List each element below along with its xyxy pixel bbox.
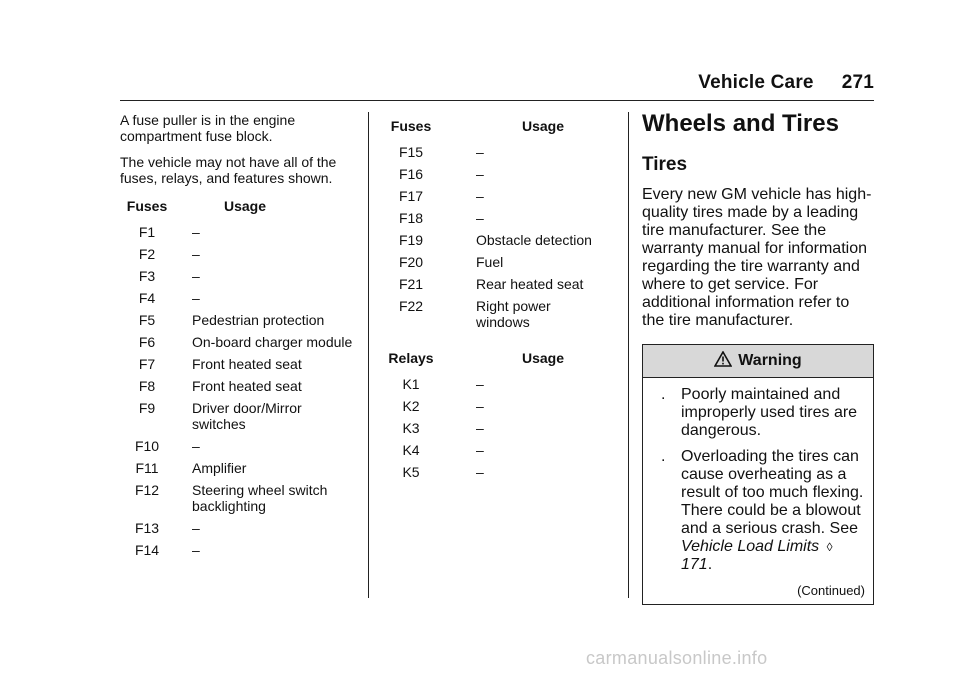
column-divider-1: [368, 112, 369, 598]
fuse-usage: Driver door/Mirror switches: [192, 400, 302, 432]
intro-paragraph-1: A fuse puller is in the engine compartment fuse block.: [120, 112, 296, 144]
table-row: [120, 224, 356, 240]
tires-paragraph: Every new GM vehicle has high-quality tires made by a leading tire manufacturer. See the warranty manual for information regarding the tire warranty and where to get service. For additional information refer to the tire manufacturer.: [642, 186, 872, 329]
fuse-usage: Front heated seat: [192, 378, 302, 394]
section-heading: Wheels and Tires: [642, 110, 839, 137]
fuse-usage: –: [192, 520, 200, 536]
warning-item-body: Overloading the tires can cause overheating as a result of too much flexing. There could be a blowout and a serious crash. See: [681, 448, 864, 537]
fuse-table-2: [378, 118, 608, 480]
table-row: [120, 400, 356, 432]
fuse-code: F7: [138, 356, 156, 372]
subsection-heading: Tires: [642, 154, 688, 175]
fuse-code: K1: [402, 376, 420, 392]
fuse-column-2: [378, 118, 608, 486]
fuse-code: F6: [138, 334, 156, 350]
section-title: Vehicle Care: [698, 72, 814, 93]
watermark: carmanualsonline.info: [586, 648, 768, 668]
fuse-code: K3: [402, 420, 420, 436]
fuse-code: K2: [402, 398, 420, 414]
table-row: [378, 188, 608, 204]
table-row: [120, 482, 356, 514]
table-row: [120, 312, 356, 328]
fuse-code: F20: [398, 254, 424, 270]
fuse-usage: Right power windows: [476, 298, 551, 330]
table-row: [120, 356, 356, 372]
warning-box: [642, 344, 874, 605]
fuse-usage: Fuel: [476, 254, 504, 270]
header-title: [698, 72, 874, 94]
table-row: [378, 398, 608, 414]
page-number: 271: [841, 72, 874, 93]
fuse-code: F19: [398, 232, 424, 248]
fuse-table-header: [120, 198, 356, 214]
warning-header: [643, 345, 873, 378]
fuse-code: F22: [398, 298, 424, 314]
table-row: [378, 464, 608, 480]
fuse-code: F2: [138, 246, 156, 262]
fuse-usage: On-board charger module: [192, 334, 353, 350]
table-row: [378, 232, 608, 248]
table-row: [120, 438, 356, 454]
fuse-code: K4: [402, 442, 420, 458]
vehicle-load-limits-link[interactable]: Vehicle Load Limits: [681, 538, 820, 555]
table-row: [120, 460, 356, 476]
fuse-usage: –: [192, 290, 200, 306]
fuse-usage: –: [476, 376, 484, 392]
fuse-code: F21: [398, 276, 424, 292]
fuse-code: K5: [402, 464, 420, 480]
fuse-code: F8: [138, 378, 156, 394]
continued-note: (Continued): [797, 583, 865, 598]
relay-table-header: [378, 350, 608, 366]
fuse-column-1: [120, 112, 356, 564]
table-row: [378, 254, 608, 270]
fuse-usage: –: [476, 398, 484, 414]
table-row: [378, 420, 608, 436]
table-row: [120, 378, 356, 394]
fuse-usage: –: [192, 224, 200, 240]
page-header: [120, 72, 874, 101]
fuse-usage: –: [476, 144, 484, 160]
warning-item-text: Poorly maintained and improperly used tires are dangerous.: [681, 386, 858, 439]
relays-header: Relays: [388, 350, 434, 366]
fuse-usage: Obstacle detection: [476, 232, 592, 248]
fuse-usage: Rear heated seat: [476, 276, 584, 292]
sentence-end: .: [707, 556, 713, 573]
fuse-usage: Pedestrian protection: [192, 312, 325, 328]
table-row: [378, 210, 608, 226]
fuse-code: F5: [138, 312, 156, 328]
fuse-code: F3: [138, 268, 156, 284]
usage-header: Usage: [522, 350, 565, 366]
fuse-usage: –: [476, 210, 484, 226]
fuse-usage: –: [476, 188, 484, 204]
fuse-code: F18: [398, 210, 424, 226]
page-reference-arrow: ◊: [826, 540, 833, 554]
table-row: [378, 166, 608, 182]
fuse-table-header: [378, 118, 608, 134]
fuse-table-1: [120, 198, 356, 558]
warning-title: Warning: [738, 352, 802, 369]
fuses-header: Fuses: [126, 198, 168, 214]
intro-paragraph-2: The vehicle may not have all of the fuses, relays, and features shown.: [120, 154, 337, 186]
fuse-usage: –: [476, 166, 484, 182]
table-row: [120, 334, 356, 350]
table-row: [120, 520, 356, 536]
warning-body: [643, 378, 873, 604]
table-row: [120, 542, 356, 558]
fuse-usage: –: [192, 438, 200, 454]
fuse-usage: –: [476, 442, 484, 458]
table-row: [120, 268, 356, 284]
fuse-usage: Steering wheel switch backlighting: [192, 482, 328, 514]
fuse-code: F14: [134, 542, 160, 558]
table-row: [378, 376, 608, 392]
table-row: [378, 276, 608, 292]
fuse-code: F16: [398, 166, 424, 182]
table-row: [378, 144, 608, 160]
table-row: [378, 442, 608, 458]
usage-header: Usage: [224, 198, 267, 214]
bullet: .: [661, 448, 666, 465]
fuse-usage: Amplifier: [192, 460, 247, 476]
fuse-usage: –: [192, 246, 200, 262]
table-row: [378, 298, 608, 330]
page-reference-number[interactable]: 171: [681, 556, 708, 573]
fuse-usage: Front heated seat: [192, 356, 302, 372]
table-row: [120, 246, 356, 262]
bullet: .: [661, 386, 666, 403]
warning-item: [655, 448, 865, 574]
fuse-code: F10: [134, 438, 160, 454]
warning-item-text: [681, 448, 865, 574]
fuses-header: Fuses: [390, 118, 432, 134]
tires-column: [642, 110, 874, 605]
fuse-code: F15: [398, 144, 424, 160]
fuse-usage: –: [192, 542, 200, 558]
fuse-code: F17: [398, 188, 424, 204]
usage-header: Usage: [522, 118, 565, 134]
fuse-usage: –: [476, 420, 484, 436]
fuse-code: F12: [134, 482, 160, 498]
warning-item: [655, 386, 865, 440]
column-divider-2: [628, 112, 629, 598]
fuse-code: F9: [138, 400, 156, 416]
fuse-usage: –: [192, 268, 200, 284]
fuse-code: F4: [138, 290, 156, 306]
fuse-code: F11: [135, 460, 159, 476]
table-row: [120, 290, 356, 306]
fuse-usage: –: [476, 464, 484, 480]
fuse-code: F13: [134, 520, 160, 536]
fuse-code: F1: [138, 224, 156, 240]
warning-icon: [714, 351, 738, 372]
